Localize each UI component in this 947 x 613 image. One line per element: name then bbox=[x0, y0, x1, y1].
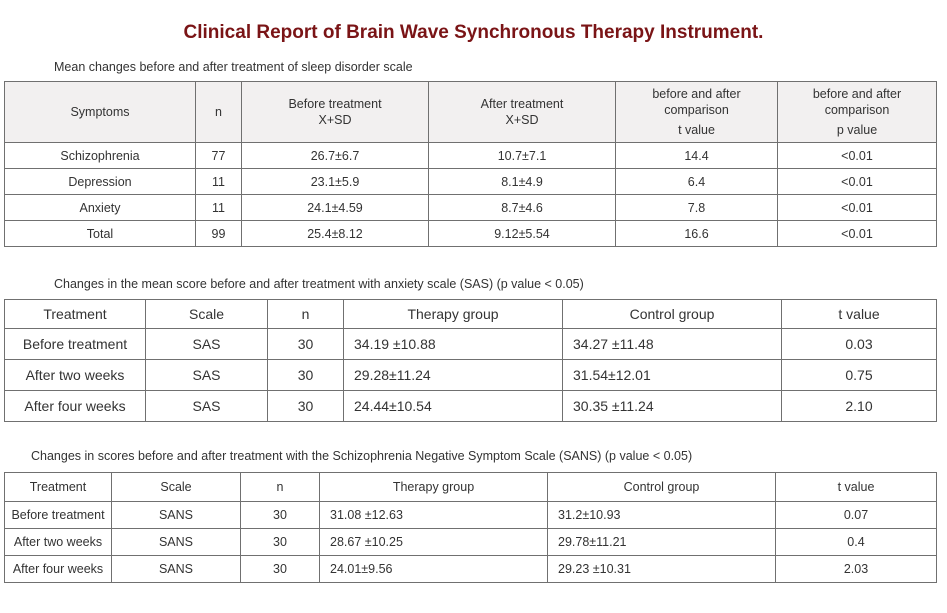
cell-control: 34.27 ±11.48 bbox=[563, 329, 782, 360]
cell-n: 30 bbox=[268, 391, 344, 422]
cell-therapy: 29.28±11.24 bbox=[344, 360, 563, 391]
cell-t-value: 0.75 bbox=[782, 360, 937, 391]
cell-symptom: Schizophrenia bbox=[5, 143, 196, 169]
cell-t-value: 0.03 bbox=[782, 329, 937, 360]
header-treatment: Treatment bbox=[5, 473, 112, 502]
header-t-value: before and after comparison t value bbox=[616, 82, 778, 143]
cell-before: 24.1±4.59 bbox=[242, 195, 429, 221]
cell-n: 30 bbox=[268, 329, 344, 360]
header-n: n bbox=[241, 473, 320, 502]
table-row bbox=[5, 143, 937, 169]
header-before-treatment: Before treatment X+SD bbox=[242, 82, 429, 143]
sleep-table-caption: Mean changes before and after treatment of sleep disorder scale bbox=[54, 60, 413, 74]
cell-scale: SAS bbox=[146, 360, 268, 391]
cell-after: 8.1±4.9 bbox=[429, 169, 616, 195]
header-after-treatment: After treatment X+SD bbox=[429, 82, 616, 143]
cell-p-value: <0.01 bbox=[778, 169, 937, 195]
header-control-group: Control group bbox=[563, 300, 782, 329]
cell-p-value: <0.01 bbox=[778, 221, 937, 247]
sans-table-caption: Changes in scores before and after treatment with the Schizophrenia Negative Symptom Scale (SANS) (p value < 0.05) bbox=[31, 449, 693, 463]
cell-treatment: After two weeks bbox=[5, 360, 146, 391]
cell-scale: SANS bbox=[112, 502, 241, 529]
cell-scale: SAS bbox=[146, 329, 268, 360]
cell-after: 8.7±4.6 bbox=[429, 195, 616, 221]
table-row bbox=[5, 329, 937, 360]
cell-after: 10.7±7.1 bbox=[429, 143, 616, 169]
cell-treatment: After four weeks bbox=[5, 556, 112, 583]
header-n: n bbox=[196, 82, 242, 143]
header-p-value: before and after comparison p value bbox=[778, 82, 937, 143]
cell-therapy: 24.44±10.54 bbox=[344, 391, 563, 422]
cell-n: 99 bbox=[196, 221, 242, 247]
cell-treatment: Before treatment bbox=[5, 502, 112, 529]
header-therapy-group: Therapy group bbox=[344, 300, 563, 329]
cell-therapy: 34.19 ±10.88 bbox=[344, 329, 563, 360]
table-row bbox=[5, 360, 937, 391]
cell-n: 30 bbox=[268, 360, 344, 391]
cell-t-value: 2.03 bbox=[776, 556, 937, 583]
table-row bbox=[5, 169, 937, 195]
header-t-value: t value bbox=[782, 300, 937, 329]
cell-n: 30 bbox=[241, 529, 320, 556]
header-scale: Scale bbox=[146, 300, 268, 329]
cell-p-value: <0.01 bbox=[778, 143, 937, 169]
cell-control: 29.23 ±10.31 bbox=[548, 556, 776, 583]
cell-n: 77 bbox=[196, 143, 242, 169]
cell-scale: SANS bbox=[112, 556, 241, 583]
cell-before: 25.4±8.12 bbox=[242, 221, 429, 247]
cell-t-value: 14.4 bbox=[616, 143, 778, 169]
header-n: n bbox=[268, 300, 344, 329]
cell-t-value: 0.4 bbox=[776, 529, 937, 556]
cell-t-value: 16.6 bbox=[616, 221, 778, 247]
header-scale: Scale bbox=[112, 473, 241, 502]
cell-n: 30 bbox=[241, 556, 320, 583]
sas-table bbox=[4, 299, 937, 422]
cell-symptom: Depression bbox=[5, 169, 196, 195]
cell-therapy: 28.67 ±10.25 bbox=[320, 529, 548, 556]
cell-treatment: Before treatment bbox=[5, 329, 146, 360]
cell-symptom: Anxiety bbox=[5, 195, 196, 221]
cell-scale: SANS bbox=[112, 529, 241, 556]
cell-therapy: 31.08 ±12.63 bbox=[320, 502, 548, 529]
sleep-disorder-table bbox=[4, 81, 937, 247]
table-header-row bbox=[5, 82, 937, 143]
cell-before: 23.1±5.9 bbox=[242, 169, 429, 195]
header-treatment: Treatment bbox=[5, 300, 146, 329]
cell-t-value: 6.4 bbox=[616, 169, 778, 195]
cell-p-value: <0.01 bbox=[778, 195, 937, 221]
cell-n: 30 bbox=[241, 502, 320, 529]
table-row bbox=[5, 195, 937, 221]
cell-treatment: After four weeks bbox=[5, 391, 146, 422]
cell-control: 31.2±10.93 bbox=[548, 502, 776, 529]
table-row bbox=[5, 556, 937, 583]
cell-control: 30.35 ±11.24 bbox=[563, 391, 782, 422]
header-therapy-group: Therapy group bbox=[320, 473, 548, 502]
cell-t-value: 2.10 bbox=[782, 391, 937, 422]
cell-n: 11 bbox=[196, 195, 242, 221]
cell-t-value: 7.8 bbox=[616, 195, 778, 221]
cell-treatment: After two weeks bbox=[5, 529, 112, 556]
cell-scale: SAS bbox=[146, 391, 268, 422]
table-row bbox=[5, 391, 937, 422]
sans-table bbox=[4, 472, 937, 583]
cell-control: 31.54±12.01 bbox=[563, 360, 782, 391]
sas-table-caption: Changes in the mean score before and after treatment with anxiety scale (SAS) (p value < 0.05) bbox=[54, 277, 584, 291]
cell-therapy: 24.01±9.56 bbox=[320, 556, 548, 583]
table-row bbox=[5, 221, 937, 247]
cell-t-value: 0.07 bbox=[776, 502, 937, 529]
cell-symptom: Total bbox=[5, 221, 196, 247]
cell-n: 11 bbox=[196, 169, 242, 195]
table-row bbox=[5, 502, 937, 529]
table-row bbox=[5, 529, 937, 556]
header-t-value: t value bbox=[776, 473, 937, 502]
cell-after: 9.12±5.54 bbox=[429, 221, 616, 247]
cell-before: 26.7±6.7 bbox=[242, 143, 429, 169]
table-header-row bbox=[5, 473, 937, 502]
header-symptoms: Symptoms bbox=[5, 82, 196, 143]
cell-control: 29.78±11.21 bbox=[548, 529, 776, 556]
header-control-group: Control group bbox=[548, 473, 776, 502]
table-header-row bbox=[5, 300, 937, 329]
report-title: Clinical Report of Brain Wave Synchronous Therapy Instrument. bbox=[183, 22, 764, 43]
